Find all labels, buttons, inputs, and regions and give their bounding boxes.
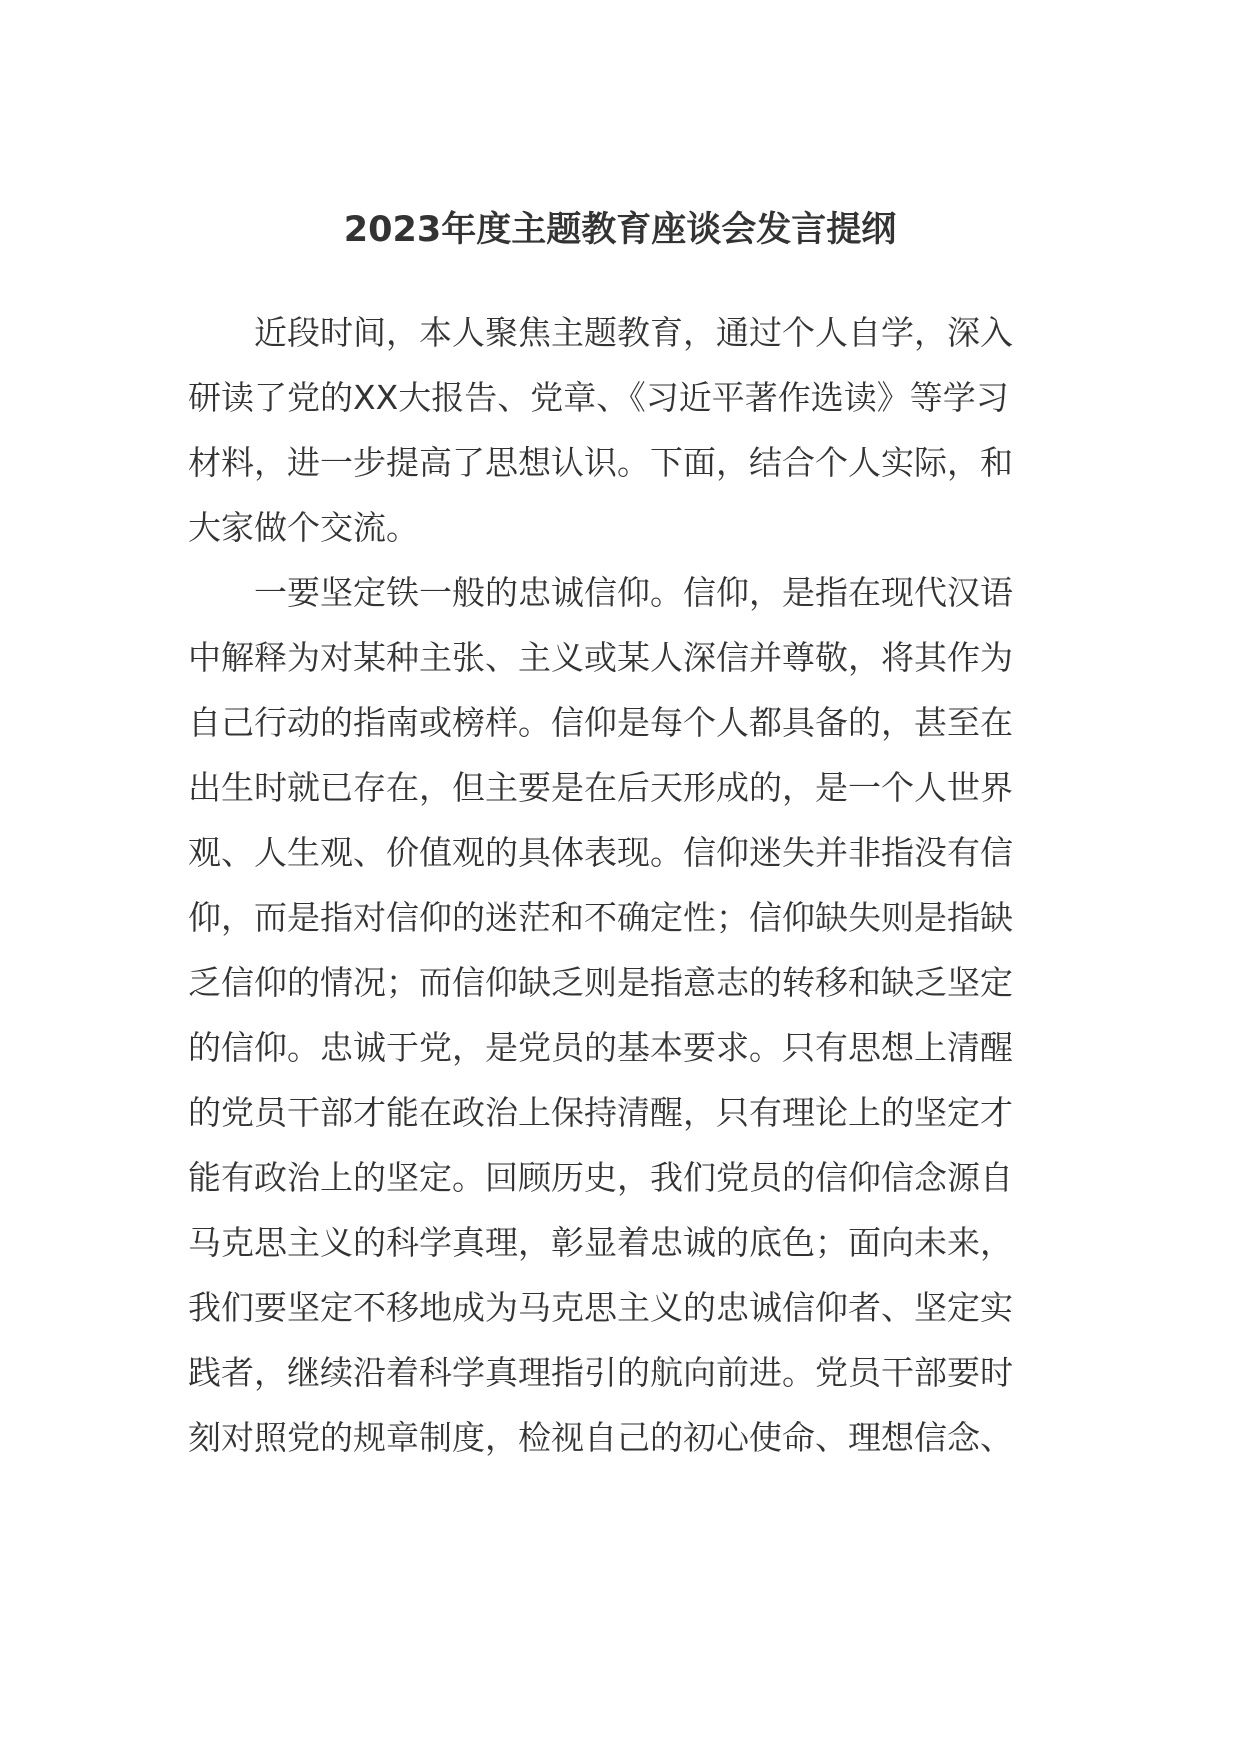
document-body: [188, 300, 1058, 1470]
paragraph-2-line-7: 乏信仰的情况；而信仰缺乏则是指意志的转移和缺乏坚定: [188, 963, 1013, 1002]
paragraph-2-line-1: 一要坚定铁一般的忠诚信仰。信仰，是指在现代汉语: [254, 573, 1013, 612]
paragraph-1-line-4: 大家做个交流。: [188, 508, 419, 547]
paragraph-1-line-3: 材料，进一步提高了思想认识。下面，结合个人实际，和: [188, 443, 1013, 482]
paragraph-2-line-8: 的信仰。忠诚于党，是党员的基本要求。只有思想上清醒: [188, 1028, 1013, 1067]
paragraph-2-line-5: 观、人生观、价值观的具体表现。信仰迷失并非指没有信: [188, 833, 1013, 872]
paragraph-2-line-4: 出生时就已存在，但主要是在后天形成的，是一个人世界: [188, 768, 1013, 807]
paragraph-2-line-14: 刻对照党的规章制度，检视自己的初心使命、理想信念、: [188, 1418, 1013, 1457]
paragraph-2-line-2: 中解释为对某种主张、主义或某人深信并尊敬，将其作为: [188, 638, 1013, 677]
document-title: 2023年度主题教育座谈会发言提纲: [343, 210, 897, 250]
paragraph-2-line-11: 马克思主义的科学真理，彰显着忠诚的底色；面向未来，: [188, 1223, 1013, 1262]
paragraph-2-line-6: 仰，而是指对信仰的迷茫和不确定性；信仰缺失则是指缺: [188, 898, 1013, 937]
paragraph-2-line-3: 自己行动的指南或榜样。信仰是每个人都具备的，甚至在: [188, 703, 1013, 742]
paragraph-2-line-12: 我们要坚定不移地成为马克思主义的忠诚信仰者、坚定实: [188, 1288, 1013, 1327]
paragraph-2-line-10: 能有政治上的坚定。回顾历史，我们党员的信仰信念源自: [188, 1158, 1013, 1197]
paragraph-2-line-9: 的党员干部才能在政治上保持清醒，只有理论上的坚定才: [188, 1093, 1013, 1132]
paragraph-1-line-1: 近段时间，本人聚焦主题教育，通过个人自学，深入: [254, 313, 1013, 352]
paragraph-2-line-13: 践者，继续沿着科学真理指引的航向前进。党员干部要时: [188, 1353, 1013, 1392]
paragraph-1-line-2: 研读了党的XX大报告、党章、《习近平著作选读》等学习: [188, 378, 1009, 417]
